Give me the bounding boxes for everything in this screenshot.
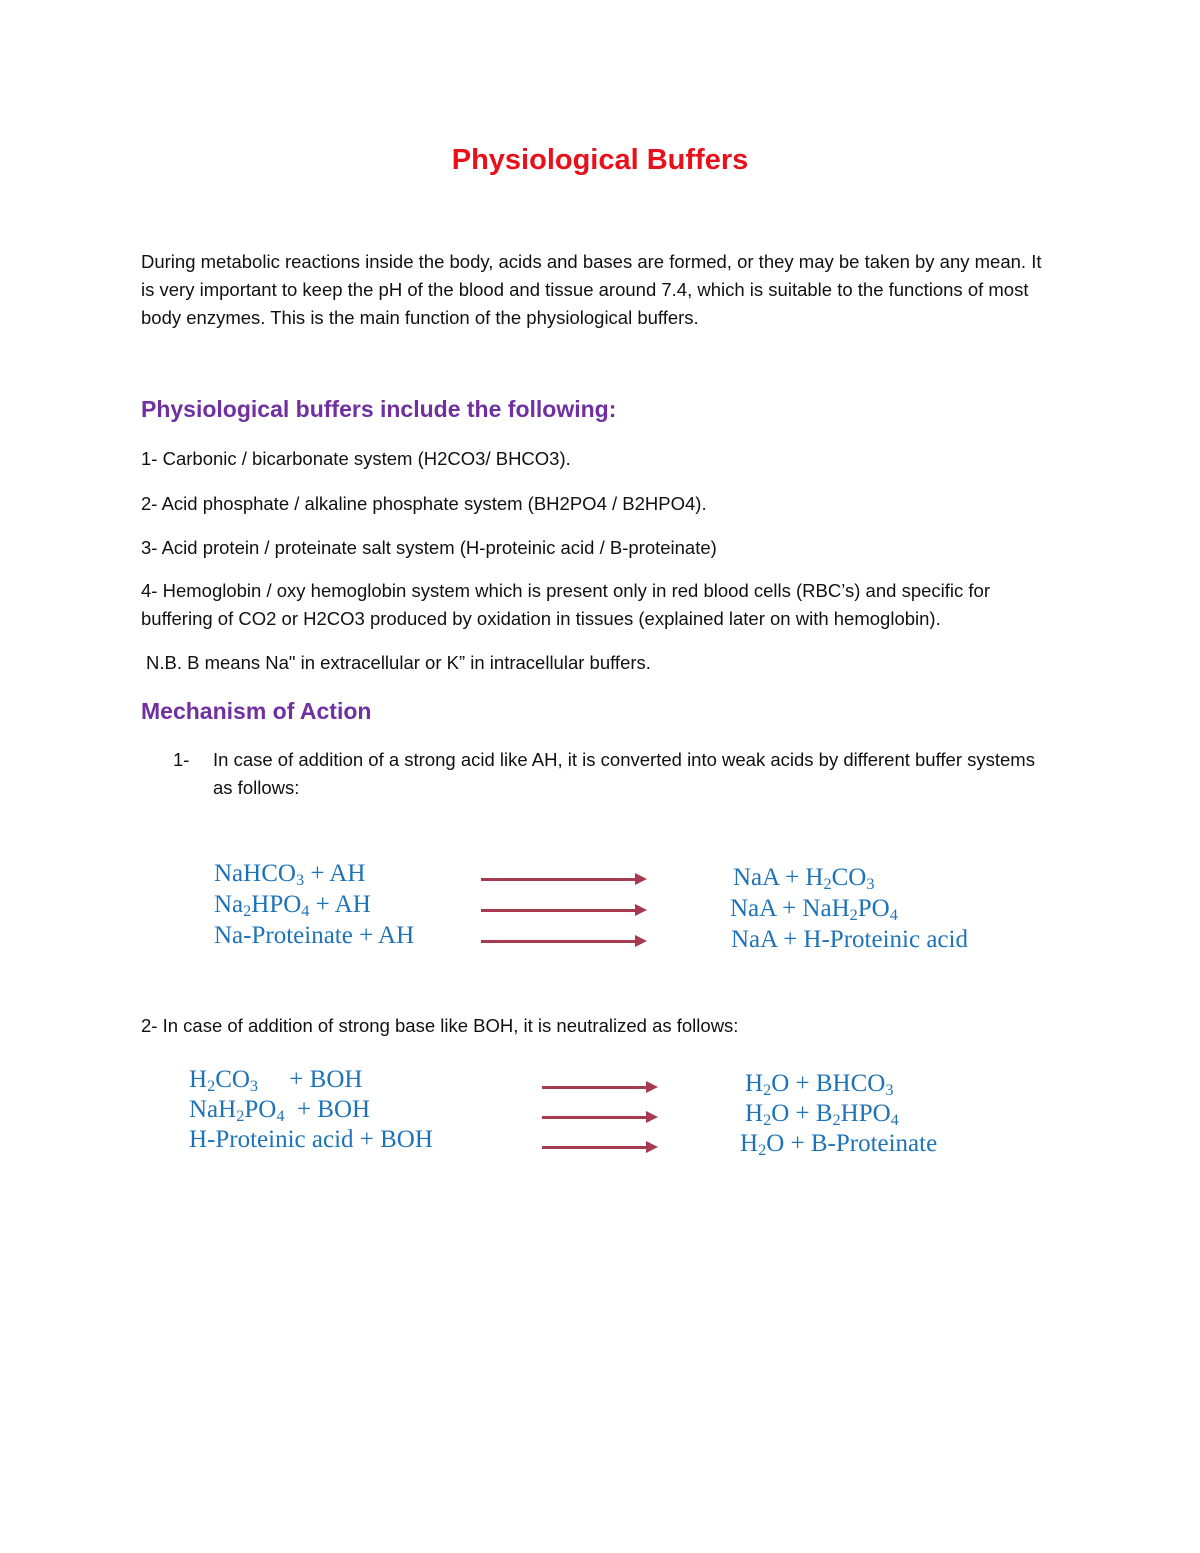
acid-equation-3-products: NaA + H-Proteinic acid: [731, 926, 968, 953]
base-equation-3-arrow: [542, 1146, 654, 1149]
note-text: N.B. B means Na" in extracellular or K” in intracellular buffers.: [146, 652, 651, 673]
buffer-item-1: 1- Carbonic / bicarbonate system (H2CO3/ BHCO3).: [141, 448, 571, 469]
base-equation-3-products: $H_2O$ + B-Proteinate: [740, 1130, 938, 1160]
acid-equation-1-arrow: [481, 878, 643, 881]
base-equation-2-reactants: $NaH_2PO_4$ + BOH: [189, 1096, 371, 1126]
base-equation-1-products: $H_2O$ + $BHCO_3$: [745, 1070, 894, 1100]
base-equation-2-products: $H_2O + B_2HPO_4$: [745, 1100, 899, 1130]
acid-equation-2-reactants: $Na_2HPO_4$ + AH: [214, 891, 371, 921]
acid-equation-1-reactants: NaHCO$_3$ + AH: [214, 860, 366, 890]
acid-equation-3-reactants: Na-Proteinate + AH: [214, 922, 415, 949]
mechanism-item-1: [173, 746, 1053, 802]
mechanism-item-1-text: In case of addition of a strong acid like AH, it is converted into weak acids by different buffer systems as follows:: [213, 749, 1035, 798]
base-equation-2-arrow: [542, 1116, 654, 1119]
buffer-item-4: 4- Hemoglobin / oxy hemoglobin system which is present only in red blood cells (RBC’s) and specific for buffering of CO2 or H2CO3 produced by oxidation in tissues (explained later on with hemoglobin).: [141, 580, 990, 629]
acid-equation-1-products: NaA + $H_2CO_3$: [733, 864, 875, 894]
mechanism-item-2: 2- In case of addition of strong base like BOH, it is neutralized as follows:: [141, 1015, 739, 1036]
buffer-item-2: 2- Acid phosphate / alkaline phosphate system (BH2PO4 / B2HPO4).: [141, 493, 707, 514]
intro-text: During metabolic reactions inside the body, acids and bases are formed, or they may be taken by any mean. It is very important to keep the pH of the blood and tissue around 7.4, which is suitable to the functions of most body enzymes. This is the main function of the physiological buffers.: [141, 251, 1042, 328]
mechanism-heading: Mechanism of Action: [141, 698, 372, 724]
acid-equations-figure: [0, 860, 1200, 970]
base-equation-1-reactants: $H_2CO_3$ + BOH: [189, 1066, 363, 1096]
include-heading: Physiological buffers include the following:: [141, 396, 617, 422]
base-equation-1-arrow: [542, 1086, 654, 1089]
acid-equation-2-arrow: [481, 909, 643, 912]
acid-equation-3-arrow: [481, 940, 643, 943]
acid-equation-2-products: NaA + $NaH_2PO_4$: [730, 895, 898, 925]
base-equations-figure: [0, 1066, 1200, 1176]
base-equation-3-reactants: H-Proteinic acid + BOH: [189, 1126, 433, 1153]
mechanism-item-1-number: 1-: [173, 749, 190, 770]
page-title: Physiological Buffers: [451, 144, 749, 176]
buffer-item-3: 3- Acid protein / proteinate salt system (H-proteinic acid / B-proteinate): [141, 537, 717, 558]
intro-paragraph: [141, 248, 1051, 332]
